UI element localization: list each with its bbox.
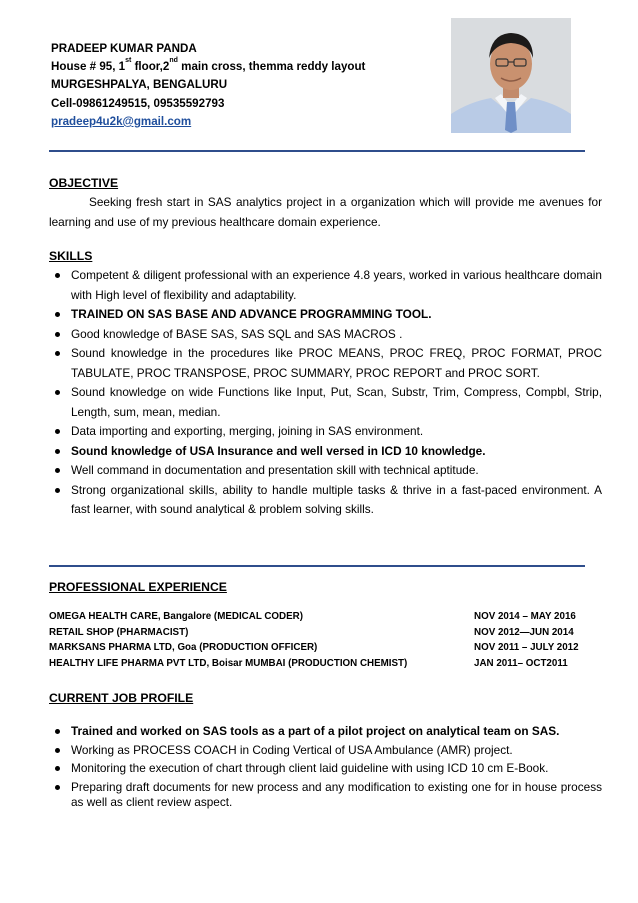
job-profile-item: Preparing draft documents for new process and any modification to existing one for in house process as well as client review aspect. xyxy=(49,780,602,811)
experience-dates: NOV 2011 – JULY 2012 xyxy=(474,642,579,653)
experience-dates: JAN 2011– OCT2011 xyxy=(474,657,568,669)
objective-text xyxy=(49,193,602,232)
job-profile-item: Monitoring the execution of chart through client laid guideline with using ICD 10 cm E-Book. xyxy=(49,761,602,777)
skills-heading: SKILLS xyxy=(49,249,93,263)
experience-dates: NOV 2012—JUN 2014 xyxy=(474,626,574,638)
address-line-1 xyxy=(51,58,431,76)
address-sup-2: nd xyxy=(169,57,178,65)
address-part-1: House # 95, 1 xyxy=(51,60,126,74)
job-profile-heading: CURRENT JOB PROFILE xyxy=(49,691,194,705)
address-line-2: MURGESHPALYA, BENGALURU xyxy=(51,78,228,92)
skill-item: Strong organizational skills, ability to handle multiple tasks & thrive in a fast-paced environment. A fast learner, with sound analytical & problem solving skills. xyxy=(49,481,602,520)
skill-item: Sound knowledge on wide Functions like Input, Put, Scan, Substr, Trim, Compress, Compbl, Strip, Length, sum, mean, median. xyxy=(49,383,602,422)
address-sup-1: st xyxy=(125,57,132,65)
skills-list xyxy=(49,266,602,520)
email-link[interactable]: pradeep4u2k@gmail.com xyxy=(51,114,192,128)
objective-text-body: Seeking fresh start in SAS analytics project in a organization which will provide me avenues for learning and use of my previous healthcare domain experience. xyxy=(49,195,602,229)
experience-section xyxy=(49,579,602,671)
experience-org: HEALTHY LIFE PHARMA PVT LTD, Boisar MUMBAI (PRODUCTION CHEMIST) xyxy=(49,657,408,669)
experience-org: OMEGA HEALTH CARE, Bangalore (MEDICAL CODER) xyxy=(49,611,304,622)
objective-section xyxy=(49,175,602,232)
experience-row xyxy=(49,640,602,656)
skill-item: Sound knowledge of USA Insurance and well versed in ICD 10 knowledge. xyxy=(49,442,602,462)
skill-item: Good knowledge of BASE SAS, SAS SQL and SAS MACROS . xyxy=(49,325,602,345)
skills-section xyxy=(49,248,602,520)
experience-heading: PROFESSIONAL EXPERIENCE xyxy=(49,580,227,594)
skill-item: Well command in documentation and presentation skill with technical aptitude. xyxy=(49,461,602,481)
experience-row xyxy=(49,609,602,625)
skills-divider xyxy=(49,565,585,567)
address-part-3: main cross, themma reddy layout xyxy=(177,60,366,74)
experience-org: MARKSANS PHARMA LTD, Goa (PRODUCTION OFFICER) xyxy=(49,642,318,653)
portrait-image xyxy=(451,18,571,133)
experience-dates: NOV 2014 – MAY 2016 xyxy=(474,611,576,622)
contact-block xyxy=(51,40,431,131)
job-profile-item: Trained and worked on SAS tools as a part of a pilot project on analytical team on SAS. xyxy=(49,724,602,740)
skill-item: Data importing and exporting, merging, joining in SAS environment. xyxy=(49,422,602,442)
candidate-name: PRADEEP KUMAR PANDA xyxy=(51,42,197,55)
job-profile-item: Working as PROCESS COACH in Coding Vertical of USA Ambulance (AMR) project. xyxy=(49,743,602,759)
experience-row xyxy=(49,625,602,641)
objective-heading: OBJECTIVE xyxy=(49,176,119,190)
experience-row xyxy=(49,656,602,672)
job-profile-section xyxy=(49,690,602,814)
experience-org: RETAIL SHOP (PHARMACIST) xyxy=(49,626,189,638)
job-profile-list xyxy=(49,724,602,811)
skill-item: Competent & diligent professional with an experience 4.8 years, worked in various healthcare domain with High level of flexibility and adaptability. xyxy=(49,266,602,305)
address-part-2: floor,2 xyxy=(131,60,170,74)
skill-item: Sound knowledge in the procedures like PROC MEANS, PROC FREQ, PROC FORMAT, PROC TABULATE, PROC TRANSPOSE, PROC SUMMARY, PROC REPORT and PROC SORT. xyxy=(49,344,602,383)
header-divider xyxy=(49,150,585,152)
skill-item: TRAINED ON SAS BASE AND ADVANCE PROGRAMMING TOOL. xyxy=(49,305,602,325)
phone-numbers: Cell-09861249515, 09535592793 xyxy=(51,96,225,110)
profile-photo xyxy=(451,18,571,133)
